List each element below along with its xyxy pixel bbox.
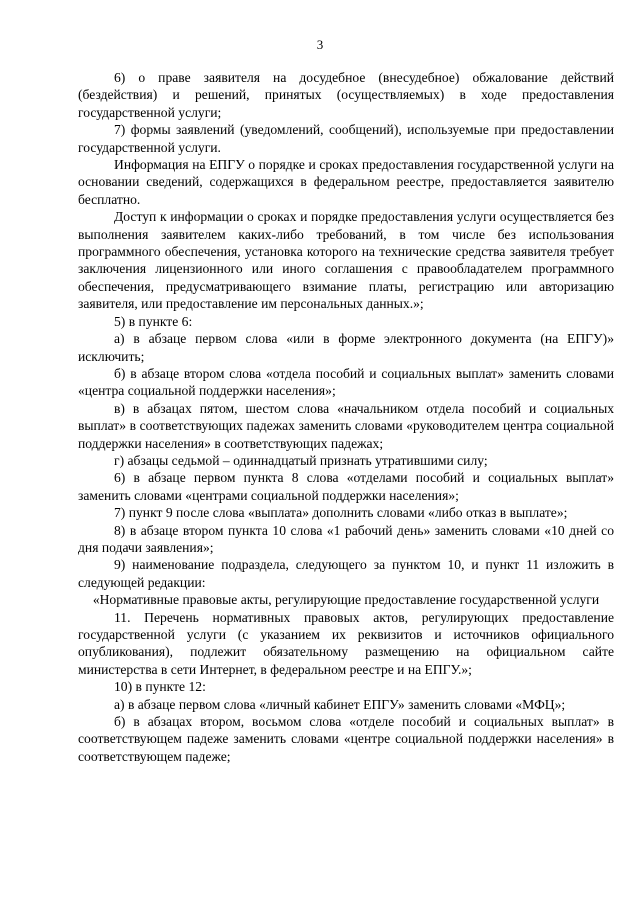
paragraph: б) в абзаце втором слова «отдела пособий и социальных выплат» заменить словами «центра социальной поддержки населения»;	[78, 365, 614, 399]
document-body	[78, 69, 614, 765]
paragraph: 7) пункт 9 после слова «выплата» дополнить словами «либо отказ в выплате»;	[114, 505, 568, 521]
paragraph: 6) в абзаце первом пункта 8 слова «отделами пособий и социальных выплат» заменить словами «центрами социальной поддержки населения»;	[78, 470, 614, 503]
paragraph: 7) формы заявлений (уведомлений, сообщений), используемые при предоставлении государственной услуги.	[78, 122, 614, 155]
paragraph: 6) о праве заявителя на досудебное (внесудебное) обжалование действий (бездействия) и решений, принятых (осуществляемых) в ходе предоставления государственной услуги;	[78, 70, 614, 120]
paragraph: Информация на ЕПГУ о порядке и сроках предоставления государственной услуги на основании сведений, содержащихся в федеральном реестре, предоставляется заявителю бесплатно.	[78, 157, 614, 207]
paragraph: 10) в пункте 12:	[114, 679, 206, 695]
paragraph: а) в абзаце первом слова «личный кабинет ЕПГУ» заменить словами «МФЦ»;	[114, 696, 566, 712]
paragraph: в) в абзацах пятом, шестом слова «начальником отдела пособий и социальных выплат» в соответствующих падежах заменить словами «руководителем центра социальной поддержки населения» в соответствующих падежах;	[78, 400, 614, 451]
paragraph: 11. Перечень нормативных правовых актов, регулирующих предоставление государственной услуги (с указанием их реквизитов и источников официального опубликования), подлежит обязательному размещению на официальном сайте министерства в сети Интернет, в федеральном реестре и на ЕПГУ.»;	[78, 609, 614, 677]
paragraph: Доступ к информации о сроках и порядке предоставления услуги осуществляется без выполнения заявителем каких-либо требований, в том числе без использования программного обеспечения, установка которого на технические средства заявителя требует заключения лицензионного или иного соглашения с правообладателем программного обеспечения, предусматривающего взимание платы, регистрацию или авторизацию заявителя, или предоставление им персональных данных.»;	[78, 209, 614, 312]
page-number: 3	[316, 37, 324, 52]
paragraph: 8) в абзаце втором пункта 10 слова «1 рабочий день» заменить словами «10 дней со дня подачи заявления»;	[78, 522, 614, 555]
paragraph: 9) наименование подраздела, следующего за пунктом 10, и пункт 11 изложить в следующей редакции:	[78, 557, 614, 590]
paragraph: а) в абзаце первом слова «или в форме электронного документа (на ЕПГУ)» исключить;	[78, 331, 614, 364]
paragraph: б) в абзацах втором, восьмом слова «отделе пособий и социальных выплат» в соответствующем падеже заменить словами «центре социальной поддержки населения» в соответствующем падеже;	[78, 714, 614, 764]
subsection-heading: «Нормативные правовые акты, регулирующие предоставление государственной услуги	[92, 592, 600, 608]
paragraph: 5) в пункте 6:	[114, 313, 193, 329]
paragraph: г) абзацы седьмой – одиннадцатый признать утратившими силу;	[114, 452, 488, 468]
